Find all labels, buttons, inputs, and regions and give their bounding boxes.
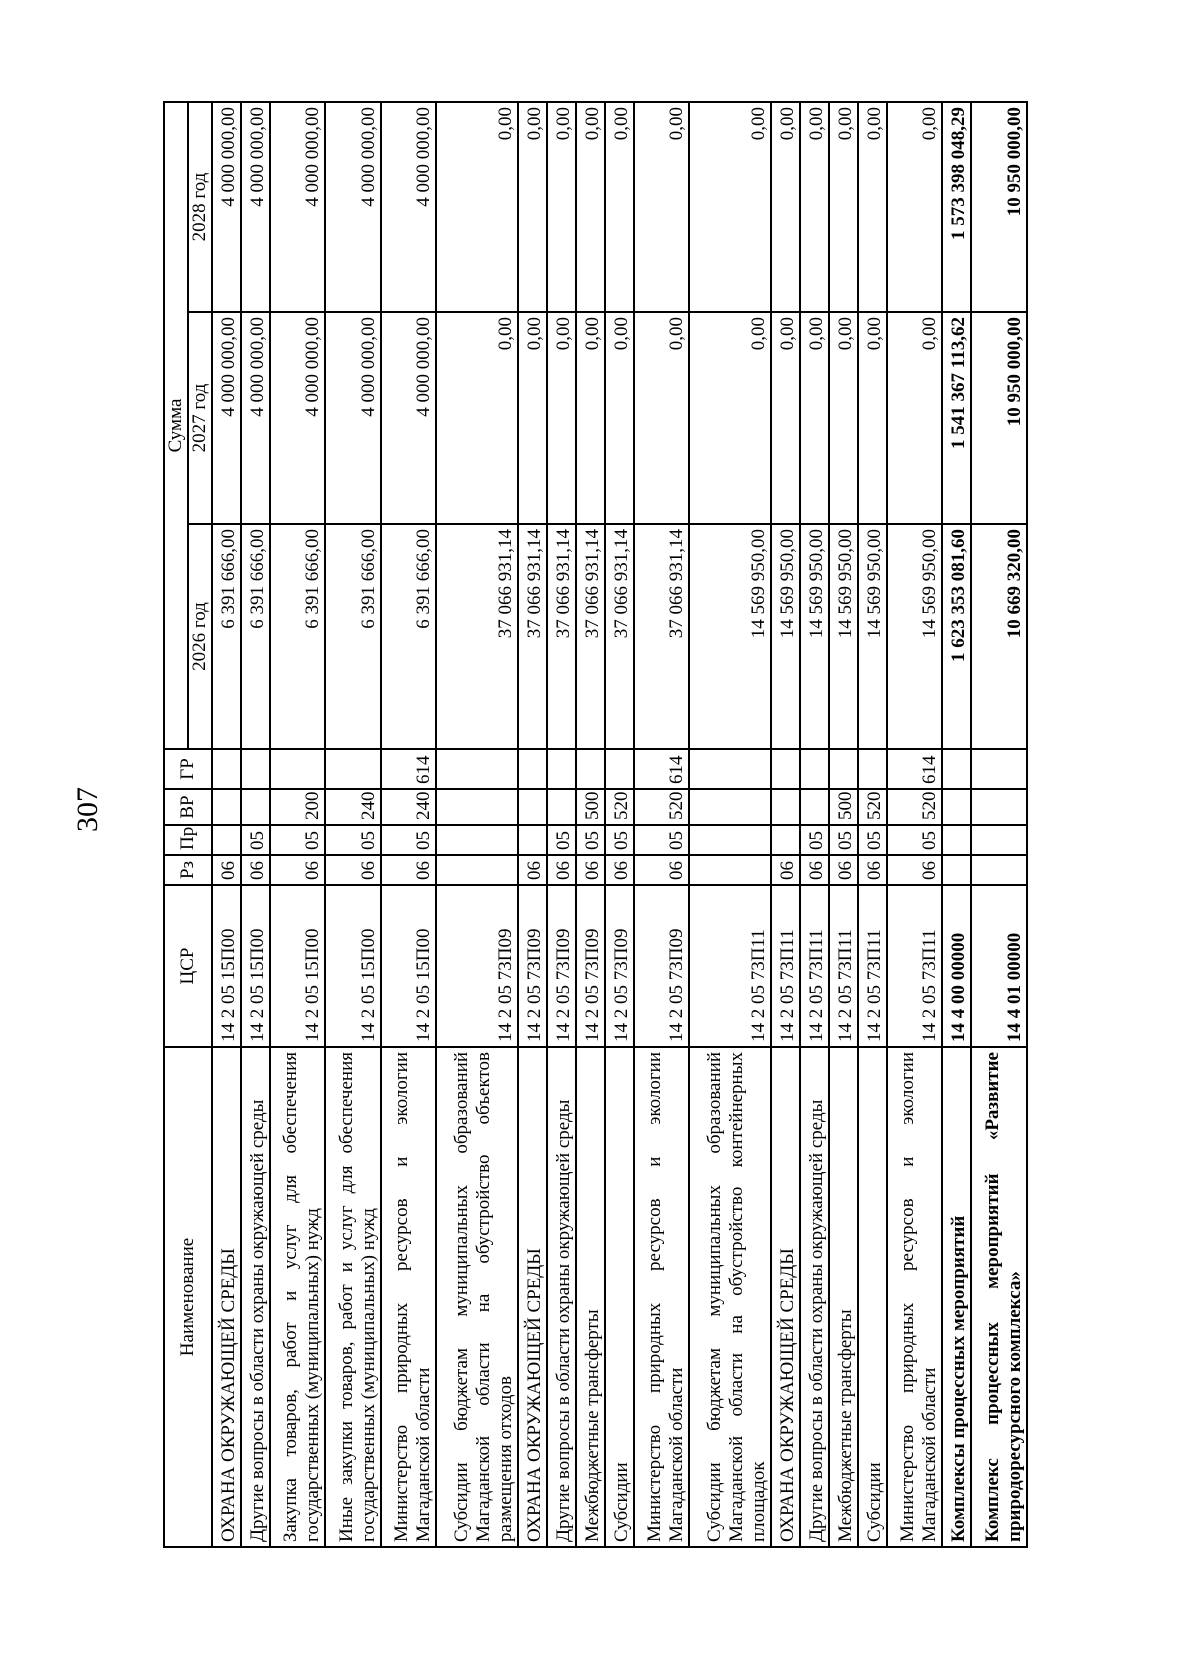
cell-pr xyxy=(518,825,547,855)
cell-gr xyxy=(771,749,800,789)
table-row xyxy=(576,102,605,1547)
cell-name: Иные закупки товаров, работ и услуг для обеспечения государственных (муниципальных) нужд xyxy=(325,1047,380,1547)
cell-gr xyxy=(241,749,270,789)
cell-name: Межбюджетные трансферты xyxy=(829,1047,858,1547)
cell-name: Другие вопросы в области охраны окружающей среды xyxy=(547,1047,576,1547)
cell-2028: 0,00 xyxy=(547,102,576,312)
cell-2026: 14 569 950,00 xyxy=(689,524,771,749)
cell-2028: 0,00 xyxy=(829,102,858,312)
cell-pr xyxy=(436,825,518,855)
table-row xyxy=(518,102,547,1547)
cell-2028: 0,00 xyxy=(518,102,547,312)
cell-2028: 0,00 xyxy=(689,102,771,312)
cell-2027: 1 541 367 113,62 xyxy=(942,312,971,524)
cell-2027: 0,00 xyxy=(518,312,547,524)
cell-2027: 4 000 000,00 xyxy=(241,312,270,524)
cell-rz xyxy=(971,855,1027,885)
cell-gr xyxy=(547,749,576,789)
cell-vr xyxy=(547,789,576,825)
table-row xyxy=(942,102,971,1547)
cell-rz: 06 xyxy=(270,855,325,885)
cell-2026: 14 569 950,00 xyxy=(887,524,942,749)
cell-pr xyxy=(212,825,241,855)
cell-csr: 14 2 05 73П09 xyxy=(634,885,689,1047)
cell-2028: 4 000 000,00 xyxy=(270,102,325,312)
cell-rz: 06 xyxy=(547,855,576,885)
cell-pr xyxy=(689,825,771,855)
cell-vr: 500 xyxy=(576,789,605,825)
cell-vr xyxy=(689,789,771,825)
cell-vr: 240 xyxy=(325,789,380,825)
cell-2028: 0,00 xyxy=(436,102,518,312)
page-number: 307 xyxy=(71,787,104,832)
cell-csr: 14 2 05 73П09 xyxy=(576,885,605,1047)
cell-vr xyxy=(771,789,800,825)
cell-name: Другие вопросы в области охраны окружающей среды xyxy=(241,1047,270,1547)
table-row xyxy=(971,102,1027,1547)
cell-2027: 0,00 xyxy=(634,312,689,524)
cell-pr xyxy=(942,825,971,855)
cell-gr xyxy=(212,749,241,789)
cell-2027: 4 000 000,00 xyxy=(270,312,325,524)
cell-2026: 37 066 931,14 xyxy=(634,524,689,749)
cell-2027: 10 950 000,00 xyxy=(971,312,1027,524)
cell-pr: 05 xyxy=(887,825,942,855)
cell-gr xyxy=(325,749,380,789)
cell-2027: 0,00 xyxy=(689,312,771,524)
cell-pr: 05 xyxy=(576,825,605,855)
cell-2027: 0,00 xyxy=(800,312,829,524)
table-row xyxy=(436,102,518,1547)
cell-2026: 6 391 666,00 xyxy=(381,524,436,749)
cell-name: Субсидии бюджетам муниципальных образований Магаданской области на обустройство контейнерных площадок xyxy=(689,1047,771,1547)
cell-vr xyxy=(436,789,518,825)
cell-rz xyxy=(689,855,771,885)
cell-name: ОХРАНА ОКРУЖАЮЩЕЙ СРЕДЫ xyxy=(771,1047,800,1547)
table-row xyxy=(771,102,800,1547)
cell-csr: 14 2 05 73П11 xyxy=(829,885,858,1047)
cell-gr xyxy=(576,749,605,789)
col-header-csr: ЦСР xyxy=(164,885,212,1047)
cell-2026: 1 623 353 081,60 xyxy=(942,524,971,749)
cell-csr: 14 2 05 73П11 xyxy=(887,885,942,1047)
cell-gr xyxy=(436,749,518,789)
cell-2028: 0,00 xyxy=(800,102,829,312)
cell-gr xyxy=(942,749,971,789)
col-header-2028: 2028 год xyxy=(188,102,212,312)
cell-name: Субсидии бюджетам муниципальных образований Магаданской области на обустройство объектов размещения отходов xyxy=(436,1047,518,1547)
table-row xyxy=(634,102,689,1547)
budget-table xyxy=(163,101,1028,1548)
cell-2027: 0,00 xyxy=(858,312,887,524)
cell-vr xyxy=(800,789,829,825)
cell-2027: 0,00 xyxy=(547,312,576,524)
cell-2026: 14 569 950,00 xyxy=(858,524,887,749)
table-body xyxy=(212,102,1027,1547)
cell-csr: 14 2 05 15П00 xyxy=(381,885,436,1047)
cell-2028: 4 000 000,00 xyxy=(212,102,241,312)
cell-rz: 06 xyxy=(241,855,270,885)
cell-name: ОХРАНА ОКРУЖАЮЩЕЙ СРЕДЫ xyxy=(212,1047,241,1547)
cell-gr: 614 xyxy=(887,749,942,789)
cell-rz: 06 xyxy=(381,855,436,885)
table-row xyxy=(800,102,829,1547)
cell-csr: 14 2 05 73П09 xyxy=(436,885,518,1047)
cell-vr: 520 xyxy=(634,789,689,825)
cell-rz: 06 xyxy=(887,855,942,885)
cell-pr: 05 xyxy=(381,825,436,855)
table-row xyxy=(887,102,942,1547)
table-row xyxy=(547,102,576,1547)
cell-pr: 05 xyxy=(547,825,576,855)
cell-gr xyxy=(858,749,887,789)
cell-2026: 37 066 931,14 xyxy=(605,524,634,749)
cell-name: Другие вопросы в области охраны окружающей среды xyxy=(800,1047,829,1547)
table-row xyxy=(381,102,436,1547)
col-header-vr: ВР xyxy=(164,789,212,825)
cell-csr: 14 2 05 73П09 xyxy=(605,885,634,1047)
cell-2028: 4 000 000,00 xyxy=(325,102,380,312)
cell-2026: 37 066 931,14 xyxy=(576,524,605,749)
cell-vr xyxy=(212,789,241,825)
cell-gr xyxy=(518,749,547,789)
cell-vr: 520 xyxy=(858,789,887,825)
cell-gr xyxy=(829,749,858,789)
cell-2027: 4 000 000,00 xyxy=(325,312,380,524)
cell-name: Комплекс процессных мероприятий «Развитие природоресурсного комплекса» xyxy=(971,1047,1027,1547)
cell-rz: 06 xyxy=(212,855,241,885)
cell-name: Министерство природных ресурсов и экологии Магаданской области xyxy=(887,1047,942,1547)
cell-rz xyxy=(942,855,971,885)
cell-rz: 06 xyxy=(518,855,547,885)
table-row xyxy=(241,102,270,1547)
cell-csr: 14 2 05 73П11 xyxy=(771,885,800,1047)
cell-vr xyxy=(241,789,270,825)
col-header-sum: Сумма xyxy=(164,102,188,749)
cell-2026: 37 066 931,14 xyxy=(436,524,518,749)
budget-table-container xyxy=(163,103,1028,1548)
cell-pr: 05 xyxy=(605,825,634,855)
cell-2027: 0,00 xyxy=(436,312,518,524)
col-header-2027: 2027 год xyxy=(188,312,212,524)
cell-gr xyxy=(800,749,829,789)
table-row xyxy=(212,102,241,1547)
table-row xyxy=(689,102,771,1547)
cell-vr: 520 xyxy=(605,789,634,825)
cell-2028: 0,00 xyxy=(858,102,887,312)
cell-pr: 05 xyxy=(800,825,829,855)
table-row xyxy=(605,102,634,1547)
cell-2026: 10 669 320,00 xyxy=(971,524,1027,749)
col-header-pr: Пр xyxy=(164,825,212,855)
cell-rz: 06 xyxy=(576,855,605,885)
cell-2028: 0,00 xyxy=(576,102,605,312)
cell-2027: 0,00 xyxy=(771,312,800,524)
cell-csr: 14 4 01 00000 xyxy=(971,885,1027,1047)
col-header-rz: Рз xyxy=(164,855,212,885)
cell-csr: 14 2 05 15П00 xyxy=(325,885,380,1047)
cell-2027: 0,00 xyxy=(576,312,605,524)
cell-vr xyxy=(942,789,971,825)
cell-2028: 0,00 xyxy=(634,102,689,312)
cell-2028: 10 950 000,00 xyxy=(971,102,1027,312)
cell-rz xyxy=(436,855,518,885)
cell-2026: 6 391 666,00 xyxy=(241,524,270,749)
cell-2027: 0,00 xyxy=(829,312,858,524)
cell-gr xyxy=(605,749,634,789)
cell-2026: 14 569 950,00 xyxy=(829,524,858,749)
cell-2026: 37 066 931,14 xyxy=(518,524,547,749)
cell-2027: 0,00 xyxy=(605,312,634,524)
cell-2027: 4 000 000,00 xyxy=(212,312,241,524)
cell-csr: 14 2 05 15П00 xyxy=(212,885,241,1047)
col-header-gr: ГР xyxy=(164,749,212,789)
cell-csr: 14 4 00 00000 xyxy=(942,885,971,1047)
cell-rz: 06 xyxy=(800,855,829,885)
table-row xyxy=(858,102,887,1547)
cell-name: Межбюджетные трансферты xyxy=(576,1047,605,1547)
cell-gr: 614 xyxy=(634,749,689,789)
cell-2026: 14 569 950,00 xyxy=(771,524,800,749)
cell-csr: 14 2 05 73П09 xyxy=(547,885,576,1047)
cell-rz: 06 xyxy=(605,855,634,885)
cell-csr: 14 2 05 73П11 xyxy=(689,885,771,1047)
cell-2026: 37 066 931,14 xyxy=(547,524,576,749)
cell-2028: 0,00 xyxy=(605,102,634,312)
cell-rz: 06 xyxy=(634,855,689,885)
cell-csr: 14 2 05 73П09 xyxy=(518,885,547,1047)
cell-pr: 05 xyxy=(241,825,270,855)
cell-csr: 14 2 05 15П00 xyxy=(270,885,325,1047)
cell-rz: 06 xyxy=(829,855,858,885)
table-row xyxy=(325,102,380,1547)
cell-name: Закупка товаров, работ и услуг для обеспечения государственных (муниципальных) нужд xyxy=(270,1047,325,1547)
cell-2026: 6 391 666,00 xyxy=(270,524,325,749)
cell-vr: 500 xyxy=(829,789,858,825)
cell-rz: 06 xyxy=(858,855,887,885)
col-header-2026: 2026 год xyxy=(188,524,212,749)
cell-vr: 240 xyxy=(381,789,436,825)
cell-csr: 14 2 05 73П11 xyxy=(800,885,829,1047)
cell-name: Комплексы процессных мероприятий xyxy=(942,1047,971,1547)
cell-2028: 4 000 000,00 xyxy=(381,102,436,312)
cell-2028: 1 573 398 048,29 xyxy=(942,102,971,312)
cell-pr: 05 xyxy=(634,825,689,855)
cell-gr: 614 xyxy=(381,749,436,789)
cell-2027: 0,00 xyxy=(887,312,942,524)
cell-gr xyxy=(689,749,771,789)
cell-gr xyxy=(270,749,325,789)
cell-pr xyxy=(971,825,1027,855)
cell-name: Министерство природных ресурсов и экологии Магаданской области xyxy=(634,1047,689,1547)
col-header-name: Наименование xyxy=(164,1047,212,1547)
cell-name: Субсидии xyxy=(605,1047,634,1547)
cell-2028: 0,00 xyxy=(887,102,942,312)
cell-2026: 6 391 666,00 xyxy=(325,524,380,749)
cell-vr: 200 xyxy=(270,789,325,825)
cell-2026: 14 569 950,00 xyxy=(800,524,829,749)
cell-csr: 14 2 05 15П00 xyxy=(241,885,270,1047)
cell-vr xyxy=(971,789,1027,825)
cell-name: Министерство природных ресурсов и экологии Магаданской области xyxy=(381,1047,436,1547)
cell-2027: 4 000 000,00 xyxy=(381,312,436,524)
cell-pr: 05 xyxy=(858,825,887,855)
cell-vr xyxy=(518,789,547,825)
cell-pr: 05 xyxy=(325,825,380,855)
cell-pr: 05 xyxy=(270,825,325,855)
table-row xyxy=(829,102,858,1547)
cell-name: ОХРАНА ОКРУЖАЮЩЕЙ СРЕДЫ xyxy=(518,1047,547,1547)
cell-rz: 06 xyxy=(771,855,800,885)
cell-name: Субсидии xyxy=(858,1047,887,1547)
cell-csr: 14 2 05 73П11 xyxy=(858,885,887,1047)
cell-pr: 05 xyxy=(829,825,858,855)
cell-pr xyxy=(771,825,800,855)
cell-rz: 06 xyxy=(325,855,380,885)
cell-2028: 4 000 000,00 xyxy=(241,102,270,312)
cell-2028: 0,00 xyxy=(771,102,800,312)
cell-gr xyxy=(971,749,1027,789)
table-row xyxy=(270,102,325,1547)
cell-2026: 6 391 666,00 xyxy=(212,524,241,749)
cell-vr: 520 xyxy=(887,789,942,825)
